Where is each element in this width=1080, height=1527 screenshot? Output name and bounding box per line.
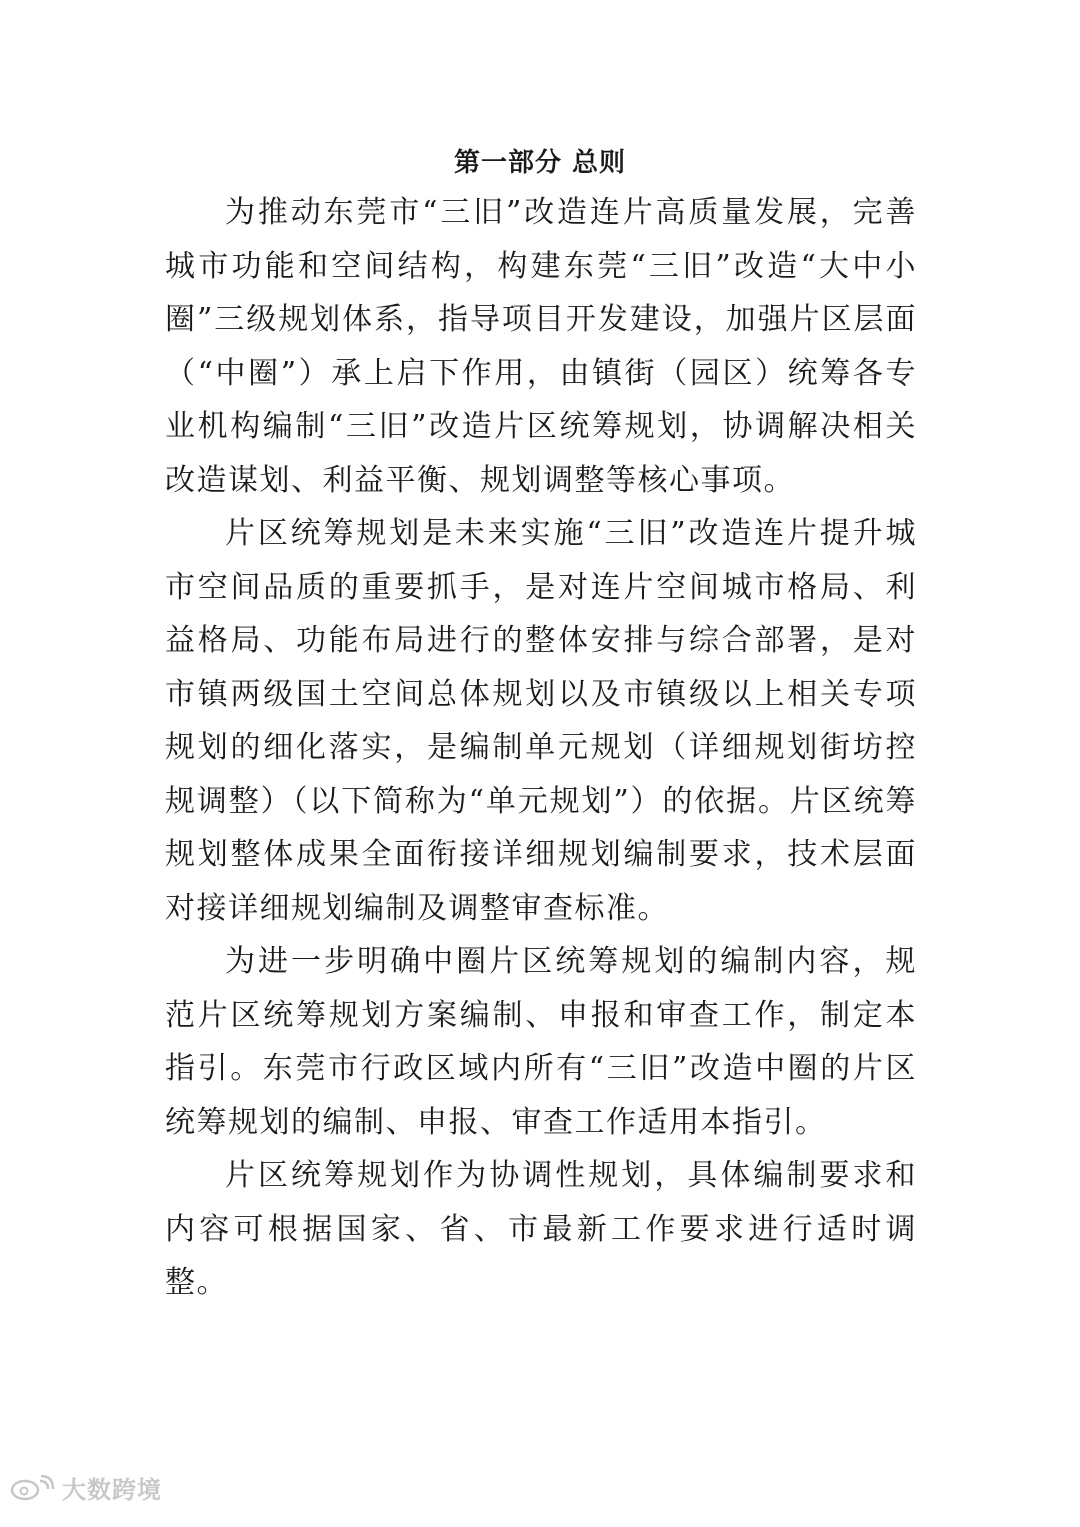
watermark — [10, 1470, 162, 1505]
paragraph-significance: 片区统筹规划是未来实施“三旧”改造连片提升城市空间品质的重要抓手，是对连片空间城市格局、利益格局、功能布局进行的整体安排与综合部署，是对市镇两级国土空间总体规划以及市镇级以上相关专项规划的细化落实，是编制单元规划（详细规划街坊控规调整）（以下简称为“单元规划”）的依据。片区统筹规划整体成果全面衔接详细规划编制要求，技术层面对接详细规划编制及调整审查标准。 — [165, 516, 917, 926]
paragraph-adjustment: 片区统筹规划作为协调性规划，具体编制要求和内容可根据国家、省、市最新工作要求进行适时调整。 — [165, 1158, 917, 1300]
section-title: 第一部分 总则 — [453, 148, 627, 178]
paragraph-purpose: 为推动东莞市“三旧”改造连片高质量发展，完善城市功能和空间结构，构建东莞“三旧”改造“大中小圈”三级规划体系，指导项目开发建设，加强片区层面（“中圈”）承上启下作用，由镇街（园区）统筹各专业机构编制“三旧”改造片区统筹规划，协调解决相关改造谋划、利益平衡、规划调整等核心事项。 — [165, 195, 917, 498]
watermark-text: 大数跨境 — [62, 1476, 162, 1504]
weibo-logo-icon — [10, 1475, 56, 1501]
paragraph-scope: 为进一步明确中圈片区统筹规划的编制内容，规范片区统筹规划方案编制、申报和审查工作，制定本指引。东莞市行政区域内所有“三旧”改造中圈的片区统筹规划的编制、申报、审查工作适用本指引。 — [165, 944, 917, 1140]
document-body — [165, 186, 917, 1310]
